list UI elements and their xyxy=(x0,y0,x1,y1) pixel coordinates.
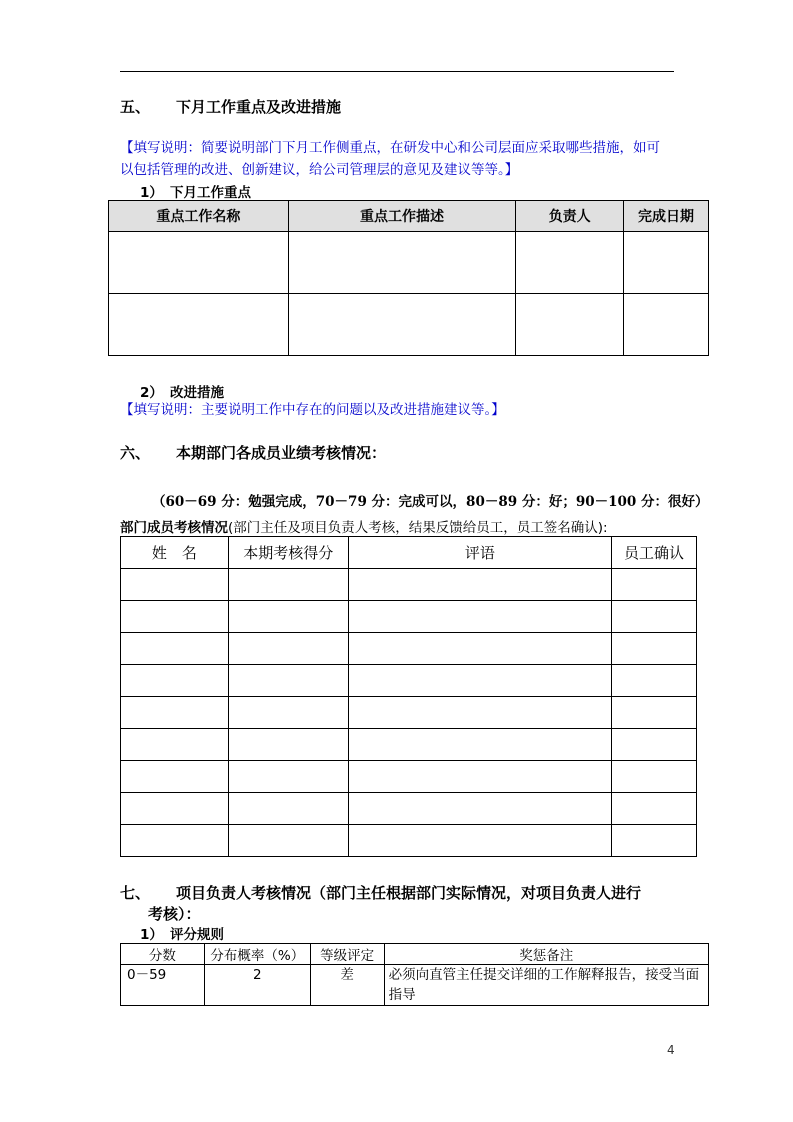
table-cell[interactable] xyxy=(109,294,289,356)
table-row xyxy=(121,633,697,665)
section-5-number: 五、 xyxy=(120,98,151,116)
cell-score: 0－59 xyxy=(121,965,205,1006)
note-line-1: 【填写说明：简要说明部门下月工作侧重点，在研发中心和公司层面应采取哪些措施，如可 xyxy=(120,140,660,156)
score-scale: （60－69 分：勉强完成，70－79 分：完成可以，80－89 分：好；90－100 分：很好） xyxy=(152,494,709,510)
table-cell[interactable] xyxy=(228,569,348,601)
table-cell[interactable] xyxy=(348,697,612,729)
table-cell[interactable] xyxy=(612,793,697,825)
cell-remark: 必须向直管主任提交详细的工作解释报告，接受当面指导 xyxy=(384,965,708,1006)
sub-title: 改进措施 xyxy=(170,385,224,401)
table-cell[interactable] xyxy=(348,665,612,697)
col-header-confirm: 员工确认 xyxy=(612,537,697,569)
table-row xyxy=(121,965,709,1006)
table-cell[interactable] xyxy=(288,232,516,294)
table-cell[interactable] xyxy=(121,633,229,665)
col-header-owner: 负责人 xyxy=(516,201,624,232)
table-cell[interactable] xyxy=(624,294,709,356)
table-cell[interactable] xyxy=(109,232,289,294)
table-row xyxy=(121,729,697,761)
section-6-heading xyxy=(120,442,386,463)
col-header-work-desc: 重点工作描述 xyxy=(288,201,516,232)
table-row xyxy=(109,232,709,294)
table-cell[interactable] xyxy=(612,633,697,665)
table-cell[interactable] xyxy=(612,761,697,793)
sub-number: 2） xyxy=(140,385,163,401)
col-header-probability: 分布概率（%） xyxy=(204,944,310,965)
section-5-note xyxy=(120,137,690,181)
cell-probability: 2 xyxy=(204,965,310,1006)
section-7-title-cont: 考核）： xyxy=(148,905,201,923)
desc-text: (部门主任及项目负责人考核，结果反馈给员工，员工签名确认): xyxy=(228,520,608,536)
table-cell[interactable] xyxy=(121,729,229,761)
table-cell[interactable] xyxy=(348,825,612,857)
table-cell[interactable] xyxy=(121,793,229,825)
table-row xyxy=(121,569,697,601)
subheading-next-month-focus xyxy=(140,181,251,201)
table-cell[interactable] xyxy=(612,729,697,761)
scoring-rules-table xyxy=(120,943,709,1006)
table-row xyxy=(121,793,697,825)
table-cell[interactable] xyxy=(612,697,697,729)
table-row xyxy=(121,601,697,633)
table-cell[interactable] xyxy=(348,601,612,633)
table-cell[interactable] xyxy=(516,294,624,356)
table-cell[interactable] xyxy=(288,294,516,356)
table-cell[interactable] xyxy=(121,601,229,633)
table-cell[interactable] xyxy=(121,697,229,729)
table-cell[interactable] xyxy=(228,665,348,697)
section-7-title: 项目负责人考核情况（部门主任根据部门实际情况，对项目负责人进行 xyxy=(176,884,642,902)
table-cell[interactable] xyxy=(228,601,348,633)
section-7-heading xyxy=(120,882,641,903)
table-cell[interactable] xyxy=(228,633,348,665)
table-row xyxy=(121,825,697,857)
col-header-due-date: 完成日期 xyxy=(624,201,709,232)
table-cell[interactable] xyxy=(612,601,697,633)
table-cell[interactable] xyxy=(348,633,612,665)
col-header-work-name: 重点工作名称 xyxy=(109,201,289,232)
col-header-comment: 评语 xyxy=(348,537,612,569)
col-header-name: 姓 名 xyxy=(121,537,229,569)
cell-grade: 差 xyxy=(310,965,384,1006)
col-header-score: 分数 xyxy=(121,944,205,965)
table-cell[interactable] xyxy=(228,793,348,825)
table-row xyxy=(109,294,709,356)
section-6-number: 六、 xyxy=(120,444,151,462)
table-row xyxy=(121,761,697,793)
table-cell[interactable] xyxy=(348,761,612,793)
section-5-title: 下月工作重点及改进措施 xyxy=(176,98,342,116)
improvements-note: 【填写说明：主要说明工作中存在的问题以及改进措施建议等。】 xyxy=(120,402,505,418)
sub-title: 评分规则 xyxy=(170,927,224,943)
table-row xyxy=(121,697,697,729)
member-review-desc xyxy=(120,516,608,536)
table-cell[interactable] xyxy=(612,569,697,601)
header-rule xyxy=(120,71,674,72)
table-cell[interactable] xyxy=(612,825,697,857)
table-header-row xyxy=(121,537,697,569)
table-cell[interactable] xyxy=(121,665,229,697)
page-number: 4 xyxy=(667,1043,675,1057)
table-cell[interactable] xyxy=(612,665,697,697)
table-cell[interactable] xyxy=(121,569,229,601)
table-cell[interactable] xyxy=(348,793,612,825)
section-6-title: 本期部门各成员业绩考核情况： xyxy=(176,444,387,462)
col-header-grade: 等级评定 xyxy=(310,944,384,965)
table-cell[interactable] xyxy=(348,729,612,761)
subheading-scoring-rules xyxy=(140,923,224,943)
table-cell[interactable] xyxy=(228,697,348,729)
table-header-row xyxy=(109,201,709,232)
section-5-heading xyxy=(120,96,341,117)
table-cell[interactable] xyxy=(121,825,229,857)
table-cell[interactable] xyxy=(516,232,624,294)
table-cell[interactable] xyxy=(228,729,348,761)
table-header-row xyxy=(121,944,709,965)
member-review-table xyxy=(120,536,697,857)
note-line-2: 以包括管理的改进、创新建议，给公司管理层的意见及建议等等。】 xyxy=(120,162,519,178)
table-cell[interactable] xyxy=(121,761,229,793)
col-header-remark: 奖惩备注 xyxy=(384,944,708,965)
col-header-score: 本期考核得分 xyxy=(228,537,348,569)
table-cell[interactable] xyxy=(228,761,348,793)
table-cell[interactable] xyxy=(624,232,709,294)
sub-number: 1） xyxy=(140,927,163,943)
focus-work-table xyxy=(108,200,709,356)
subheading-improvements xyxy=(140,381,224,401)
sub-number: 1） xyxy=(140,185,163,201)
table-cell[interactable] xyxy=(228,825,348,857)
section-7-number: 七、 xyxy=(120,884,151,902)
desc-label: 部门成员考核情况 xyxy=(120,520,228,536)
table-cell[interactable] xyxy=(348,569,612,601)
sub-title: 下月工作重点 xyxy=(170,185,251,201)
table-row xyxy=(121,665,697,697)
